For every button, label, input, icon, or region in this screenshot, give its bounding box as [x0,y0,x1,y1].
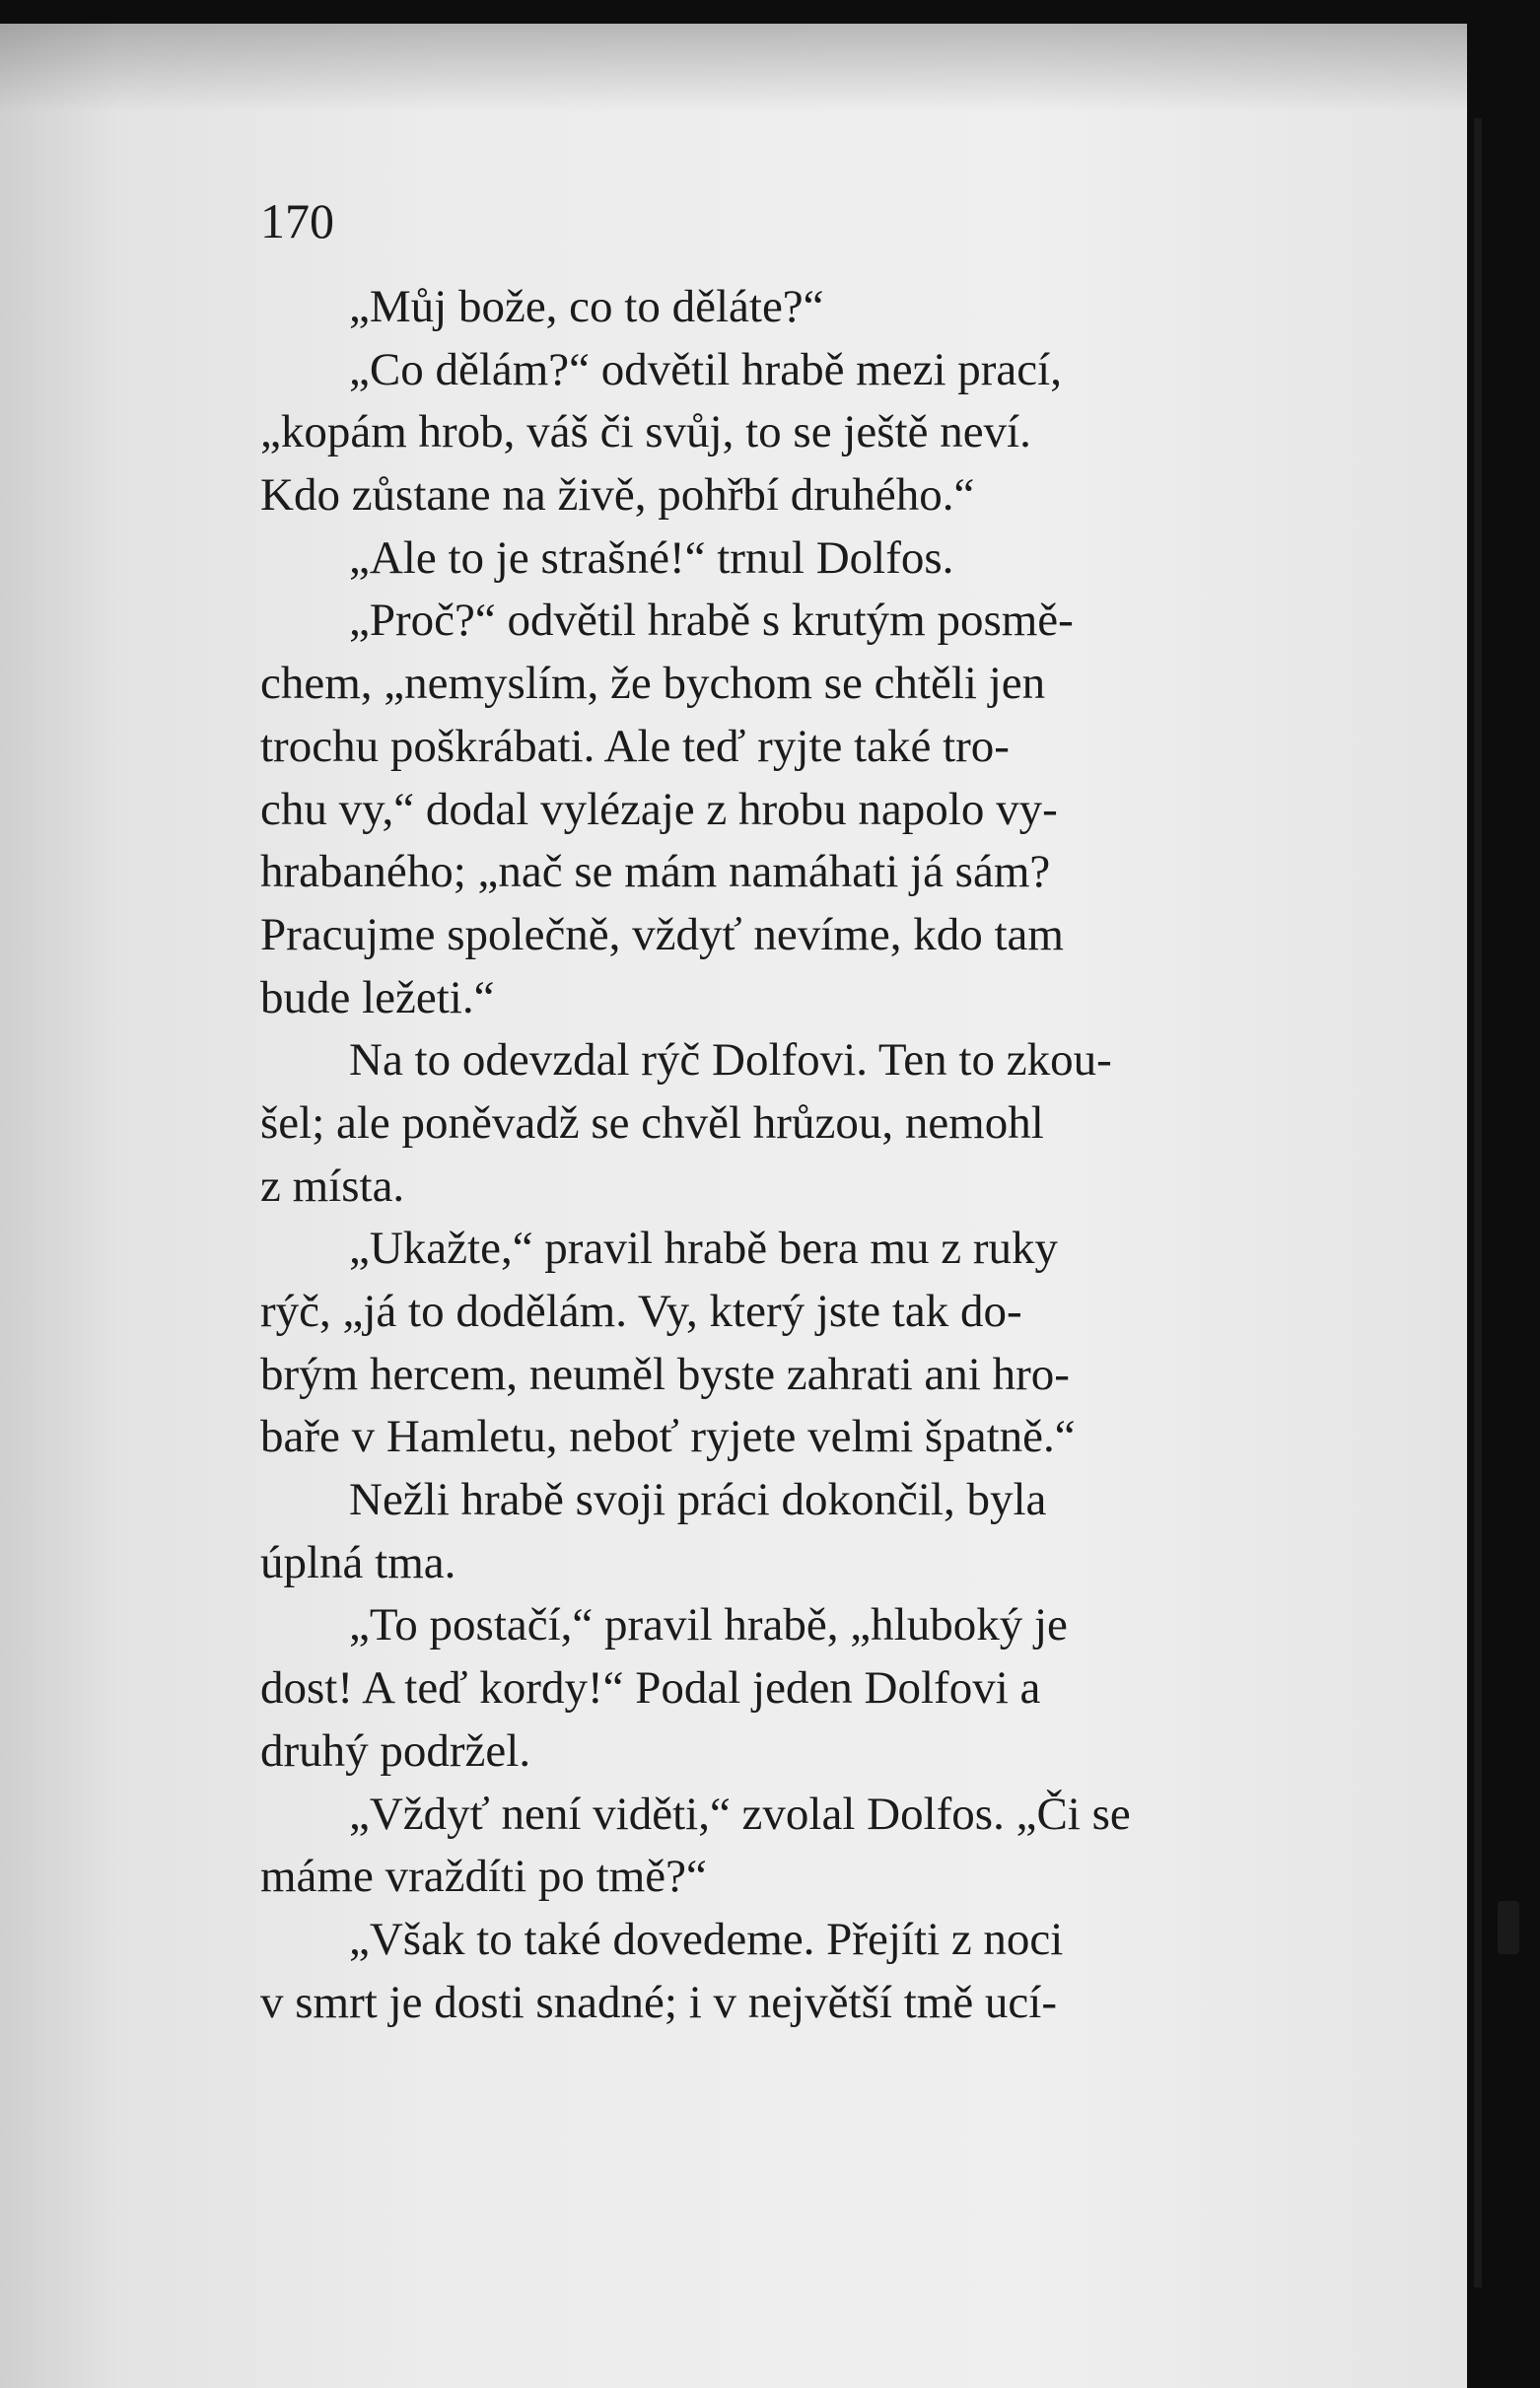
text-line-17: rýč, „já to dodělám. Vy, který jste tak do- [260,1286,1022,1337]
text-line-22: „To postačí,“ pravil hrabě, „hluboký je [349,1599,1068,1651]
body-text [260,276,1305,2034]
text-line-5: „Ale to je strašné!“ trnul Dolfos. [349,531,954,584]
text-line-7: chem, „nemyslím, že bychom se chtěli jen [260,658,1046,710]
text-line-4: Kdo zůstane na živě, pohřbí druhého.“ [260,469,975,522]
text-line-18: brým hercem, neuměl byste zahrati ani hro- [260,1348,1070,1400]
text-line-13: Na to odevzdal rýč Dolfovi. Ten to zkou- [349,1034,1112,1087]
text-line-6: „Proč?“ odvětil hrabě s krutým posmě- [349,595,1074,647]
binding-edge-line [1474,118,1482,2287]
text-line-12: bude ležeti.“ [260,971,495,1023]
text-line-8: trochu poškrábati. Ale teď ryjte také tro- [260,720,1010,772]
text-line-24: druhý podržel. [260,1724,531,1777]
text-line-2: „Co dělám?“ odvětil hrabě mezi prací, [349,343,1062,395]
binding-mark [1498,1901,1519,1954]
text-line-27: „Však to také dovedeme. Přejíti z noci [349,1913,1064,1965]
text-line-20: Nežli hrabě svoji práci dokončil, byla [349,1474,1047,1526]
text-line-1: „Můj bože, co to děláte?“ [349,281,824,332]
text-line-11: Pracujme společně, vždyť nevíme, kdo tam [260,908,1064,960]
text-line-19: baře v Hamletu, neboť ryjete velmi špatně.“ [260,1411,1076,1463]
text-line-15: z místa. [260,1159,405,1212]
page-number: 170 [260,193,334,248]
text-line-9: chu vy,“ dodal vylézaje z hrobu napolo vy- [260,783,1058,835]
text-line-21: úplná tma. [260,1536,456,1588]
text-line-26: máme vraždíti po tmě?“ [260,1851,707,1903]
text-line-23: dost! A teď kordy!“ Podal jeden Dolfovi a [260,1662,1041,1715]
text-line-28: v smrt je dosti snadné; i v největší tmě ucí- [260,1976,1057,2028]
top-shadow [0,24,1467,112]
text-line-16: „Ukažte,“ pravil hrabě bera mu z ruky [349,1223,1058,1275]
text-line-10: hrabaného; „nač se mám namáhati já sám? [260,846,1051,898]
text-line-3: „kopám hrob, váš či svůj, to se ještě neví. [260,406,1031,458]
text-line-25: „Vždyť není viděti,“ zvolal Dolfos. „Či se [349,1788,1131,1840]
text-line-14: šel; ale poněvadž se chvěl hrůzou, nemohl [260,1096,1044,1149]
